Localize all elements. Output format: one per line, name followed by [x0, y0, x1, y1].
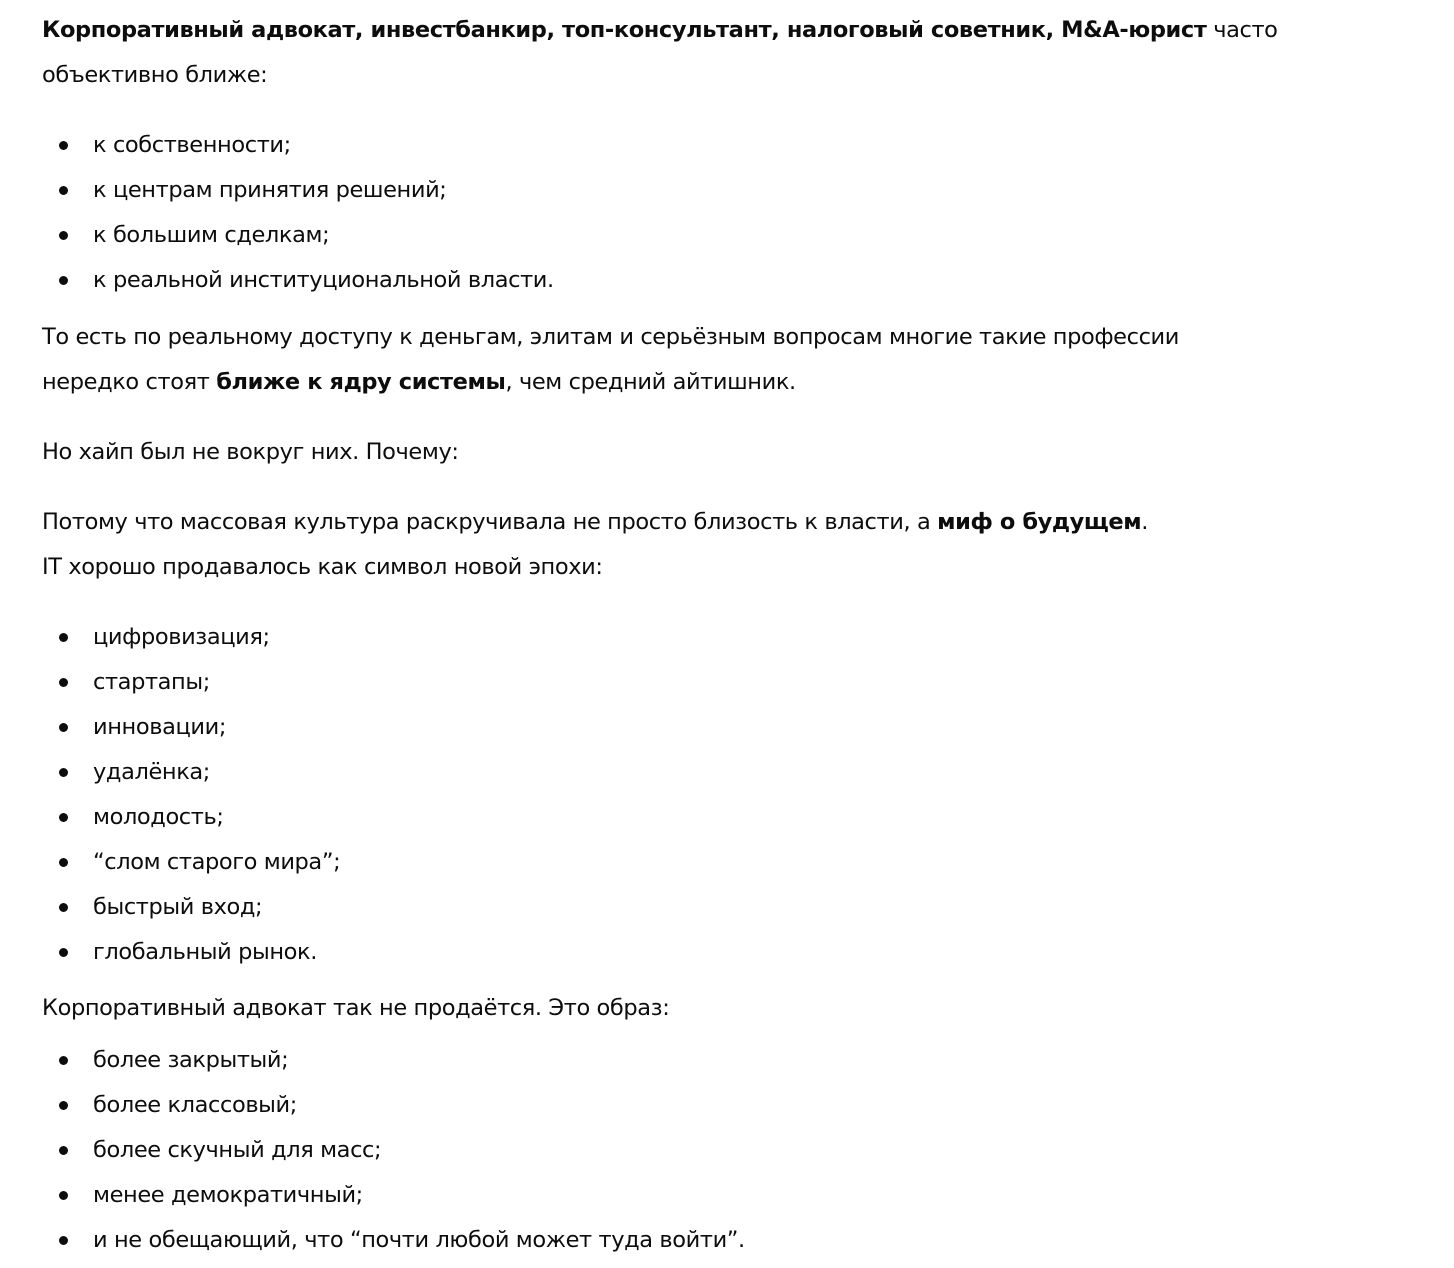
bullet-icon	[59, 231, 68, 240]
bullet-icon	[59, 1191, 68, 1200]
list-item	[42, 930, 340, 975]
bullet-icon	[59, 186, 68, 195]
list-item-text: более скучный для масс;	[93, 1137, 382, 1163]
list-access	[42, 123, 554, 303]
list-item-text: к собственности;	[93, 132, 291, 158]
list-item	[42, 1128, 745, 1173]
paragraph-myth-post: .	[1141, 509, 1149, 535]
list-item-text: удалёнка;	[93, 759, 210, 785]
list-item-text: и не обещающий, что “почти любой может туда войти”.	[93, 1227, 745, 1253]
paragraph-core-pre: нередко стоят	[42, 369, 217, 395]
bullet-icon	[59, 276, 68, 285]
intro-line2: объективно ближе:	[42, 62, 268, 88]
list-lawyer-image	[42, 1038, 745, 1263]
paragraph-core-post: , чем средний айтишник.	[505, 369, 796, 395]
list-item	[42, 660, 340, 705]
paragraph-core-line1: То есть по реальному доступу к деньгам, элитам и серьёзным вопросам многие такие профессии	[42, 324, 1179, 350]
paragraph-myth	[42, 500, 1148, 590]
bullet-icon	[59, 1146, 68, 1155]
list-item	[42, 795, 340, 840]
bullet-icon	[59, 858, 68, 867]
bullet-icon	[59, 1056, 68, 1065]
list-item	[42, 885, 340, 930]
bullet-icon	[59, 1101, 68, 1110]
list-item	[42, 840, 340, 885]
list-item-text: более закрытый;	[93, 1047, 289, 1073]
list-item-text: более классовый;	[93, 1092, 297, 1118]
list-item-text: инновации;	[93, 714, 226, 740]
list-item	[42, 123, 554, 168]
bullet-icon	[59, 903, 68, 912]
list-it-symbols	[42, 615, 340, 975]
paragraph-myth-line2: IT хорошо продавалось как символ новой эпохи:	[42, 554, 603, 580]
list-item	[42, 258, 554, 303]
list-item	[42, 1038, 745, 1083]
bullet-icon	[59, 633, 68, 642]
bullet-icon	[59, 678, 68, 687]
list-item-text: цифровизация;	[93, 624, 270, 650]
paragraph-core	[42, 315, 1179, 405]
list-item-text: быстрый вход;	[93, 894, 263, 920]
paragraph-myth-bold: миф о будущем	[937, 509, 1142, 535]
list-item-text: молодость;	[93, 804, 224, 830]
list-item-text: к большим сделкам;	[93, 222, 330, 248]
list-item	[42, 1173, 745, 1218]
bullet-icon	[59, 948, 68, 957]
list-item	[42, 750, 340, 795]
paragraph-lawyer: Корпоративный адвокат так не продаётся. Это образ:	[42, 995, 670, 1021]
list-item	[42, 1218, 745, 1263]
list-item-text: к центрам принятия решений;	[93, 177, 447, 203]
bullet-icon	[59, 768, 68, 777]
list-item	[42, 168, 554, 213]
bullet-icon	[59, 1236, 68, 1245]
list-item	[42, 213, 554, 258]
paragraph-hype: Но хайп был не вокруг них. Почему:	[42, 439, 459, 465]
intro-rest: часто	[1206, 17, 1278, 43]
bullet-icon	[59, 141, 68, 150]
paragraph-core-bold: ближе к ядру системы	[216, 369, 506, 395]
paragraph-myth-pre: Потому что массовая культура раскручивала не просто близость к власти, а	[42, 509, 938, 535]
list-item	[42, 615, 340, 660]
list-item-text: менее демократичный;	[93, 1182, 363, 1208]
list-item-text: глобальный рынок.	[93, 939, 317, 965]
list-item-text: стартапы;	[93, 669, 210, 695]
bullet-icon	[59, 813, 68, 822]
bullet-icon	[59, 723, 68, 732]
list-item-text: к реальной институциональной власти.	[93, 267, 554, 293]
intro-bold: Корпоративный адвокат, инвестбанкир, топ-консультант, налоговый советник, M&A-юрист	[42, 17, 1207, 43]
intro-paragraph	[42, 8, 1278, 98]
list-item	[42, 1083, 745, 1128]
list-item-text: “слом старого мира”;	[93, 849, 341, 875]
list-item	[42, 705, 340, 750]
